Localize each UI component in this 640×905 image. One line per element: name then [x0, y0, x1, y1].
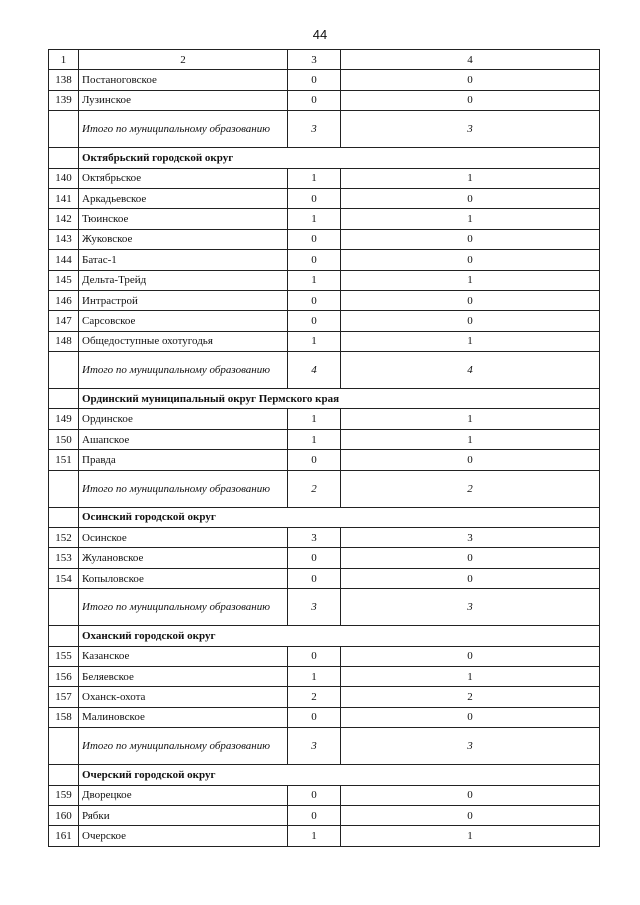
row-value-col4: 2 [341, 687, 600, 707]
row-value-col3: 1 [288, 429, 341, 449]
row-value-col4: 0 [341, 311, 600, 331]
section-row [49, 389, 600, 409]
table-row [49, 290, 600, 310]
row-name: Малиновское [79, 707, 288, 727]
table-row [49, 168, 600, 188]
row-number: 139 [49, 90, 79, 110]
total-label: Итого по муниципальному образованию [79, 470, 288, 507]
table-row [49, 666, 600, 686]
total-row [49, 589, 600, 626]
row-value-col4: 0 [341, 250, 600, 270]
total-empty-cell [49, 728, 79, 765]
section-title: Осинский городской округ [79, 507, 600, 527]
row-value-col3: 0 [288, 646, 341, 666]
table-row [49, 805, 600, 825]
row-name: Батас-1 [79, 250, 288, 270]
row-value-col4: 0 [341, 90, 600, 110]
row-value-col4: 0 [341, 805, 600, 825]
row-value-col3: 0 [288, 450, 341, 470]
row-value-col3: 0 [288, 707, 341, 727]
total-value-col4: 3 [341, 728, 600, 765]
total-row [49, 470, 600, 507]
table-row [49, 548, 600, 568]
row-name: Интрастрой [79, 290, 288, 310]
row-value-col4: 0 [341, 568, 600, 588]
row-value-col4: 0 [341, 229, 600, 249]
table-row [49, 250, 600, 270]
row-number: 142 [49, 209, 79, 229]
row-value-col3: 1 [288, 209, 341, 229]
row-value-col4: 1 [341, 666, 600, 686]
total-empty-cell [49, 111, 79, 148]
row-number: 151 [49, 450, 79, 470]
total-label: Итого по муниципальному образованию [79, 589, 288, 626]
row-name: Ординское [79, 409, 288, 429]
header-cell-4: 4 [341, 50, 600, 70]
table-row [49, 568, 600, 588]
row-number: 155 [49, 646, 79, 666]
total-value-col4: 3 [341, 111, 600, 148]
row-number: 138 [49, 70, 79, 90]
row-value-col3: 0 [288, 568, 341, 588]
row-value-col4: 1 [341, 168, 600, 188]
total-empty-cell [49, 352, 79, 389]
row-name: Рябки [79, 805, 288, 825]
table-row [49, 707, 600, 727]
row-value-col4: 0 [341, 70, 600, 90]
table-row [49, 270, 600, 290]
header-cell-1: 1 [49, 50, 79, 70]
total-value-col3: 2 [288, 470, 341, 507]
header-cell-3: 3 [288, 50, 341, 70]
row-number: 152 [49, 528, 79, 548]
total-row [49, 728, 600, 765]
table-row [49, 785, 600, 805]
row-name: Беляевское [79, 666, 288, 686]
section-row [49, 507, 600, 527]
row-value-col3: 0 [288, 785, 341, 805]
row-value-col4: 0 [341, 785, 600, 805]
row-number: 140 [49, 168, 79, 188]
row-name: Казанское [79, 646, 288, 666]
row-value-col4: 1 [341, 409, 600, 429]
row-number: 158 [49, 707, 79, 727]
header-cell-2: 2 [79, 50, 288, 70]
row-value-col4: 0 [341, 548, 600, 568]
row-number: 160 [49, 805, 79, 825]
row-number: 153 [49, 548, 79, 568]
row-number: 159 [49, 785, 79, 805]
total-value-col3: 3 [288, 589, 341, 626]
row-name: Общедоступные охотугодья [79, 331, 288, 351]
row-name: Правда [79, 450, 288, 470]
row-number: 161 [49, 826, 79, 846]
section-row [49, 148, 600, 168]
table-row [49, 90, 600, 110]
total-empty-cell [49, 470, 79, 507]
row-number: 141 [49, 188, 79, 208]
section-empty-cell [49, 148, 79, 168]
row-name: Тюинское [79, 209, 288, 229]
row-value-col4: 0 [341, 450, 600, 470]
row-value-col3: 3 [288, 528, 341, 548]
total-label: Итого по муниципальному образованию [79, 728, 288, 765]
table-row [49, 311, 600, 331]
row-value-col3: 0 [288, 290, 341, 310]
total-label: Итого по муниципальному образованию [79, 111, 288, 148]
table-row [49, 450, 600, 470]
row-number: 144 [49, 250, 79, 270]
row-name: Сарсовское [79, 311, 288, 331]
total-value-col4: 3 [341, 589, 600, 626]
row-number: 148 [49, 331, 79, 351]
row-value-col4: 1 [341, 209, 600, 229]
section-empty-cell [49, 507, 79, 527]
row-number: 146 [49, 290, 79, 310]
row-number: 156 [49, 666, 79, 686]
table-header-row [49, 50, 600, 70]
row-name: Октябрьское [79, 168, 288, 188]
row-number: 147 [49, 311, 79, 331]
table-row [49, 646, 600, 666]
row-name: Постаноговское [79, 70, 288, 90]
row-value-col3: 1 [288, 409, 341, 429]
row-value-col4: 1 [341, 270, 600, 290]
row-value-col4: 1 [341, 429, 600, 449]
row-value-col3: 0 [288, 548, 341, 568]
section-row [49, 626, 600, 646]
row-value-col3: 1 [288, 826, 341, 846]
row-value-col3: 0 [288, 188, 341, 208]
total-value-col3: 3 [288, 728, 341, 765]
row-value-col4: 0 [341, 707, 600, 727]
row-number: 154 [49, 568, 79, 588]
section-empty-cell [49, 765, 79, 785]
row-value-col3: 0 [288, 250, 341, 270]
table-row [49, 331, 600, 351]
table-row [49, 687, 600, 707]
row-value-col3: 0 [288, 70, 341, 90]
table-row [49, 528, 600, 548]
row-name: Ашапское [79, 429, 288, 449]
row-value-col4: 1 [341, 331, 600, 351]
total-value-col4: 4 [341, 352, 600, 389]
total-label: Итого по муниципальному образованию [79, 352, 288, 389]
row-value-col3: 0 [288, 311, 341, 331]
row-name: Жулановское [79, 548, 288, 568]
section-empty-cell [49, 626, 79, 646]
section-title: Октябрьский городской округ [79, 148, 600, 168]
total-row [49, 111, 600, 148]
section-title: Очерский городской округ [79, 765, 600, 785]
row-value-col3: 1 [288, 331, 341, 351]
row-name: Осинское [79, 528, 288, 548]
section-title: Оханский городской округ [79, 626, 600, 646]
row-name: Оханск-охота [79, 687, 288, 707]
row-name: Очерское [79, 826, 288, 846]
row-name: Дельта-Трейд [79, 270, 288, 290]
total-row [49, 352, 600, 389]
table-body [49, 50, 600, 847]
row-value-col4: 0 [341, 646, 600, 666]
total-value-col3: 4 [288, 352, 341, 389]
row-value-col3: 0 [288, 90, 341, 110]
row-name: Дворецкое [79, 785, 288, 805]
section-empty-cell [49, 389, 79, 409]
row-value-col3: 0 [288, 805, 341, 825]
row-value-col3: 1 [288, 270, 341, 290]
row-number: 149 [49, 409, 79, 429]
row-number: 157 [49, 687, 79, 707]
row-value-col4: 1 [341, 826, 600, 846]
row-name: Лузинское [79, 90, 288, 110]
data-table [48, 49, 600, 847]
table-row [49, 409, 600, 429]
row-name: Копыловское [79, 568, 288, 588]
table-row [49, 826, 600, 846]
row-value-col4: 0 [341, 188, 600, 208]
row-number: 143 [49, 229, 79, 249]
table-row [49, 70, 600, 90]
row-name: Аркадьевское [79, 188, 288, 208]
section-row [49, 765, 600, 785]
table-row [49, 188, 600, 208]
page-number: 44 [312, 27, 328, 42]
row-value-col4: 0 [341, 290, 600, 310]
row-value-col3: 2 [288, 687, 341, 707]
total-value-col4: 2 [341, 470, 600, 507]
row-value-col3: 1 [288, 666, 341, 686]
total-value-col3: 3 [288, 111, 341, 148]
section-title: Ординский муниципальный округ Пермского края [79, 389, 600, 409]
table-row [49, 229, 600, 249]
row-value-col3: 0 [288, 229, 341, 249]
row-number: 145 [49, 270, 79, 290]
row-number: 150 [49, 429, 79, 449]
row-name: Жуковское [79, 229, 288, 249]
row-value-col4: 3 [341, 528, 600, 548]
row-value-col3: 1 [288, 168, 341, 188]
total-empty-cell [49, 589, 79, 626]
table-row [49, 209, 600, 229]
table-row [49, 429, 600, 449]
